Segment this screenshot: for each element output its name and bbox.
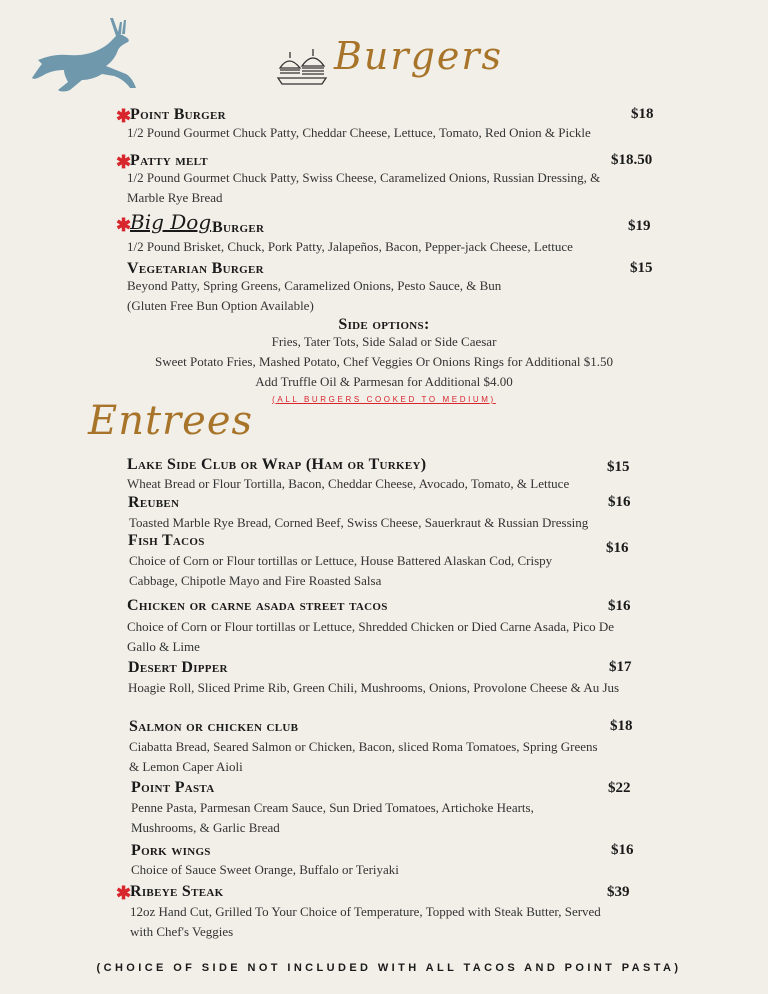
item-name: Patty melt <box>130 152 208 169</box>
star-icon: ✱ <box>116 106 132 127</box>
item-desc: 1/2 Pound Brisket, Chuck, Pork Patty, Jalapeños, Bacon, Pepper-jack Cheese, Lettuce <box>127 239 573 254</box>
section-title-burgers: Burgers <box>334 34 504 78</box>
item-desc: Beyond Patty, Spring Greens, Caramelized Onions, Pesto Sauce, & Bun <box>127 278 502 293</box>
item-name: Point Burger <box>130 106 226 123</box>
item-price: $17 <box>609 659 632 675</box>
item-desc: Hoagie Roll, Sliced Prime Rib, Green Chili, Mushrooms, Onions, Provolone Cheese & Au Jus <box>128 680 620 695</box>
item-name: Reuben <box>128 494 180 511</box>
item-name: Fish Tacos <box>128 532 205 549</box>
cooking-note: (ALL BURGERS COOKED TO MEDIUM) <box>272 395 496 404</box>
item-desc: 1/2 Pound Gourmet Chuck Patty, Swiss Cheese, Caramelized Onions, Russian Dressing, & Marble Rye Bread <box>127 170 601 205</box>
item-name: Lake Side Club or Wrap (Ham or Turkey) <box>127 456 427 473</box>
side-options-line: Add Truffle Oil & Parmesan for Additional $4.00 <box>255 374 513 389</box>
item-name: Ribeye Steak <box>130 883 224 900</box>
item-price: $15 <box>630 260 653 276</box>
item-desc: Penne Pasta, Parmesan Cream Sauce, Sun Dried Tomatoes, Artichoke Hearts, Mushrooms, & Garlic Bread <box>131 800 534 835</box>
item-name: Desert Dipper <box>128 659 228 676</box>
item-desc: Choice of Corn or Flour tortillas or Lettuce, Shredded Chicken or Died Carne Asada, Pico De Gallo & Lime <box>127 619 615 654</box>
item-price: $16 <box>608 598 631 614</box>
side-options-heading: Side options: <box>338 316 430 333</box>
big-dog-script: Big Dog <box>130 210 212 234</box>
side-choice-note: (CHOICE OF SIDE NOT INCLUDED WITH ALL TACOS AND POINT PASTA) <box>96 962 682 974</box>
item-price: $39 <box>607 884 630 900</box>
item-price: $15 <box>607 459 630 475</box>
item-price: $16 <box>608 494 631 510</box>
item-price: $18 <box>631 106 654 122</box>
star-icon: ✱ <box>116 215 132 236</box>
item-name: Salmon or chicken club <box>129 718 299 735</box>
star-icon: ✱ <box>116 883 132 904</box>
item-name: Pork wings <box>131 842 211 859</box>
item-price: $16 <box>606 540 629 556</box>
item-desc: Choice of Corn or Flour tortillas or Lettuce, House Battered Alaskan Cod, Crispy Cabbage, Chipotle Mayo and Fire Roasted Salsa <box>129 553 553 588</box>
item-price: $19 <box>628 218 651 234</box>
item-desc: 12oz Hand Cut, Grilled To Your Choice of Temperature, Topped with Steak Butter, Served with Chef's Veggies <box>130 904 601 939</box>
side-options-line: Fries, Tater Tots, Side Salad or Side Caesar <box>271 334 497 349</box>
item-name: Burger <box>212 219 265 236</box>
item-name: Vegetarian Burger <box>127 260 264 277</box>
item-desc: Ciabatta Bread, Seared Salmon or Chicken, Bacon, sliced Roma Tomatoes, Spring Greens & Lemon Caper Aioli <box>129 739 598 774</box>
item-desc: Choice of Sauce Sweet Orange, Buffalo or Teriyaki <box>131 862 399 877</box>
star-icon: ✱ <box>116 152 132 173</box>
item-desc: 1/2 Pound Gourmet Chuck Patty, Cheddar Cheese, Lettuce, Tomato, Red Onion & Pickle <box>127 125 591 140</box>
deer-icon <box>30 12 145 97</box>
item-price: $18 <box>610 718 633 734</box>
item-name: Point Pasta <box>131 779 215 796</box>
burger-icon <box>274 46 330 86</box>
item-desc: Wheat Bread or Flour Tortilla, Bacon, Cheddar Cheese, Avocado, Tomato, & Lettuce <box>127 476 570 491</box>
section-title-entrees: Entrees <box>88 398 254 444</box>
item-price: $18.50 <box>611 152 653 168</box>
item-name: Chicken or carne asada street tacos <box>127 597 388 614</box>
side-options-line: Sweet Potato Fries, Mashed Potato, Chef Veggies Or Onions Rings for Additional $1.50 <box>155 354 613 369</box>
item-desc-extra: (Gluten Free Bun Option Available) <box>127 298 314 313</box>
item-desc: Toasted Marble Rye Bread, Corned Beef, Swiss Cheese, Sauerkraut & Russian Dressing <box>129 515 589 530</box>
item-price: $22 <box>608 780 631 796</box>
item-price: $16 <box>611 842 634 858</box>
